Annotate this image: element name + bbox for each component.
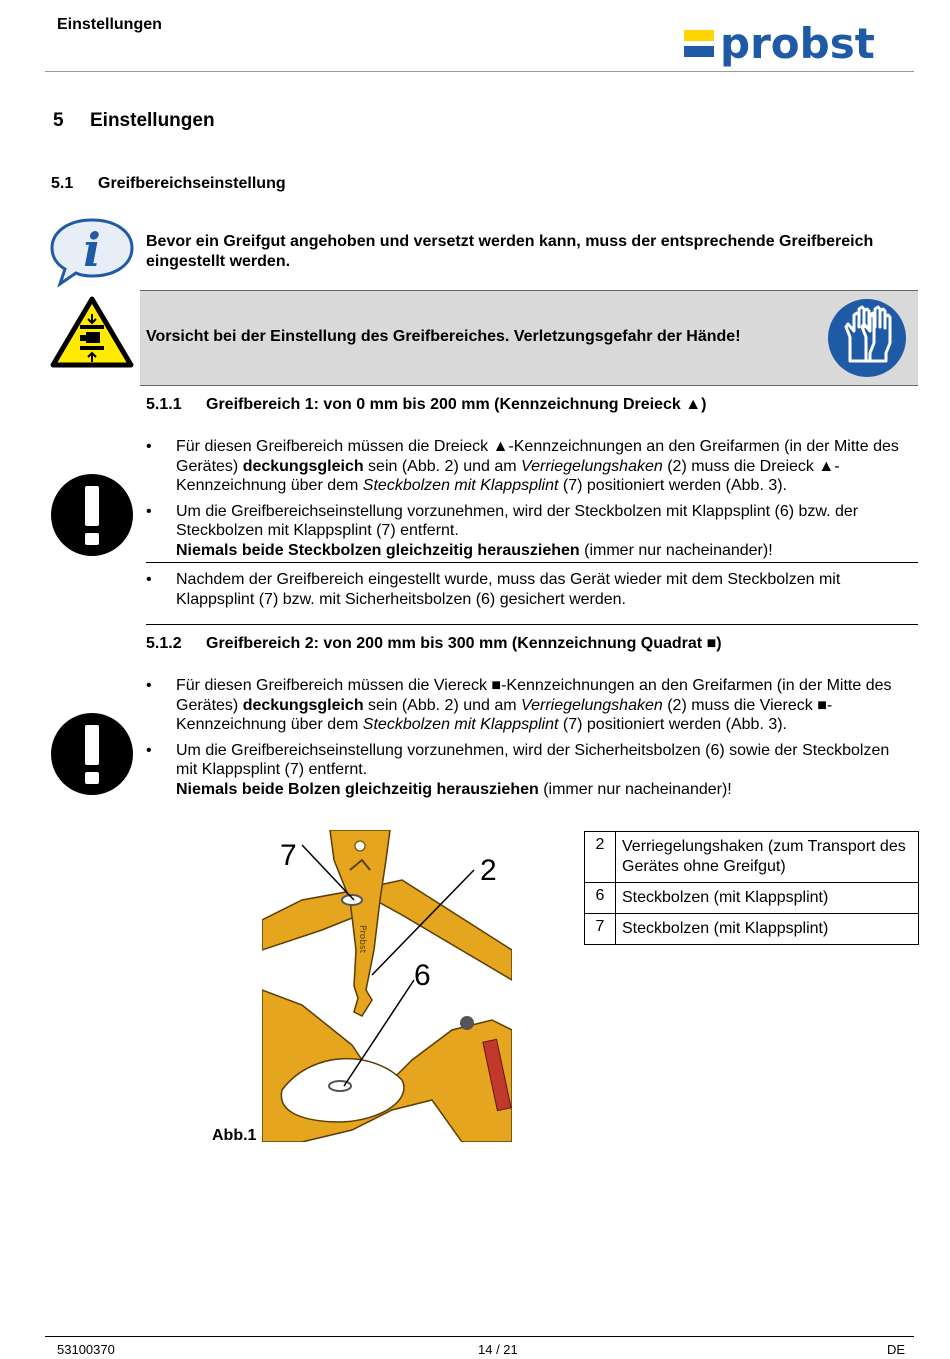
hand-crush-warning-icon [50, 296, 134, 373]
svg-text:7: 7 [280, 839, 297, 872]
list-item: • Für diesen Greifbereich müssen die Dreieck ▲-Kennzeichnungen an den Greifarmen (in der Mitte des Gerätes) deckungsgleich sein (Abb. 2) und am Verriegelungshaken (2) muss die Dreieck ▲-Kennzeichnung über dem Steckbolzen mit Klappsplint (7) positioniert werden (Abb. 3). [146, 438, 899, 494]
section-heading: 5 Einstellungen [53, 110, 215, 131]
bullet-list-1b [146, 570, 906, 609]
footer-doc-number: 53100370 [57, 1342, 115, 1357]
header-title: Einstellungen [57, 16, 162, 33]
list-item: • Um die Greifbereichseinstellung vorzunehmen, wird der Steckbolzen mit Klappsplint (6) bzw. der Steckbolzen mit Klappsplint (7) entfernt. Niemals beide Steckbolzen gleichzeitig herausziehen (immer nur nacheinander)! [146, 502, 859, 559]
svg-text:2: 2 [480, 854, 497, 887]
footer-page-number: 14 / 21 [478, 1342, 518, 1357]
header-divider [45, 71, 914, 72]
subsubsection-heading-1: 5.1.1 Greifbereich 1: von 0 mm bis 200 mm (Kennzeichnung Dreieck ▲) [146, 396, 707, 413]
divider [146, 562, 918, 563]
exclamation-icon [50, 712, 134, 801]
info-icon [48, 216, 136, 293]
svg-text:Probst: Probst [357, 925, 367, 954]
list-item: • Für diesen Greifbereich müssen die Viereck ■-Kennzeichnungen an den Greifarmen (in der Mitte des Gerätes) deckungsgleich sein (Abb. 2) und am Verriegelungshaken (2) muss die Viereck ■-Kennzeichnung über dem Steckbolzen mit Klappsplint (7) positioniert werden (Abb. 3). [146, 677, 892, 733]
bullet-list-1 [146, 437, 906, 560]
list-item: • Nachdem der Greifbereich eingestellt wurde, muss das Gerät wieder mit dem Steckbolzen mit Klappsplint (7) bzw. mit Sicherheitsbolzen (6) gesichert werden. [146, 571, 841, 608]
table-row: 7 Steckbolzen (mit Klappsplint) [585, 914, 919, 945]
caution-text: Vorsicht bei der Einstellung des Greifbereiches. Verletzungsgefahr der Hände! [146, 328, 741, 345]
subsubsection-heading-2: 5.1.2 Greifbereich 2: von 200 mm bis 300 mm (Kennzeichnung Quadrat ■) [146, 635, 722, 652]
exclamation-icon [50, 473, 134, 562]
figure-gripper-illustration [262, 830, 512, 1147]
glove-icon [826, 297, 908, 384]
list-item: • Um die Greifbereichseinstellung vorzunehmen, wird der Sicherheitsbolzen (6) sowie der Steckbolzen mit Klappsplint (7) entfernt. Niemals beide Bolzen gleichzeitig herausziehen (immer nur nacheinander)! [146, 741, 890, 798]
subsection-heading: 5.1 Greifbereichseinstellung [51, 175, 286, 192]
footer-language: DE [887, 1342, 906, 1357]
footer-divider [45, 1336, 914, 1337]
divider [146, 624, 918, 625]
svg-text:6: 6 [414, 959, 431, 992]
svg-text:i: i [83, 223, 101, 277]
figure-caption: Abb.1 [212, 1127, 257, 1144]
table-row: 2 Verriegelungshaken (zum Transport des Gerätes ohne Greifgut) [585, 832, 919, 883]
probst-logo [682, 20, 907, 73]
bullet-list-2 [146, 676, 906, 799]
table-row: 6 Steckbolzen (mit Klappsplint) [585, 883, 919, 914]
logo-text: probst [720, 20, 875, 68]
info-note-text: Bevor ein Greifgut angehoben und versetzt werden kann, muss der entsprechende Greifbereich eingestellt werden. [146, 233, 874, 270]
legend-table [584, 831, 919, 945]
